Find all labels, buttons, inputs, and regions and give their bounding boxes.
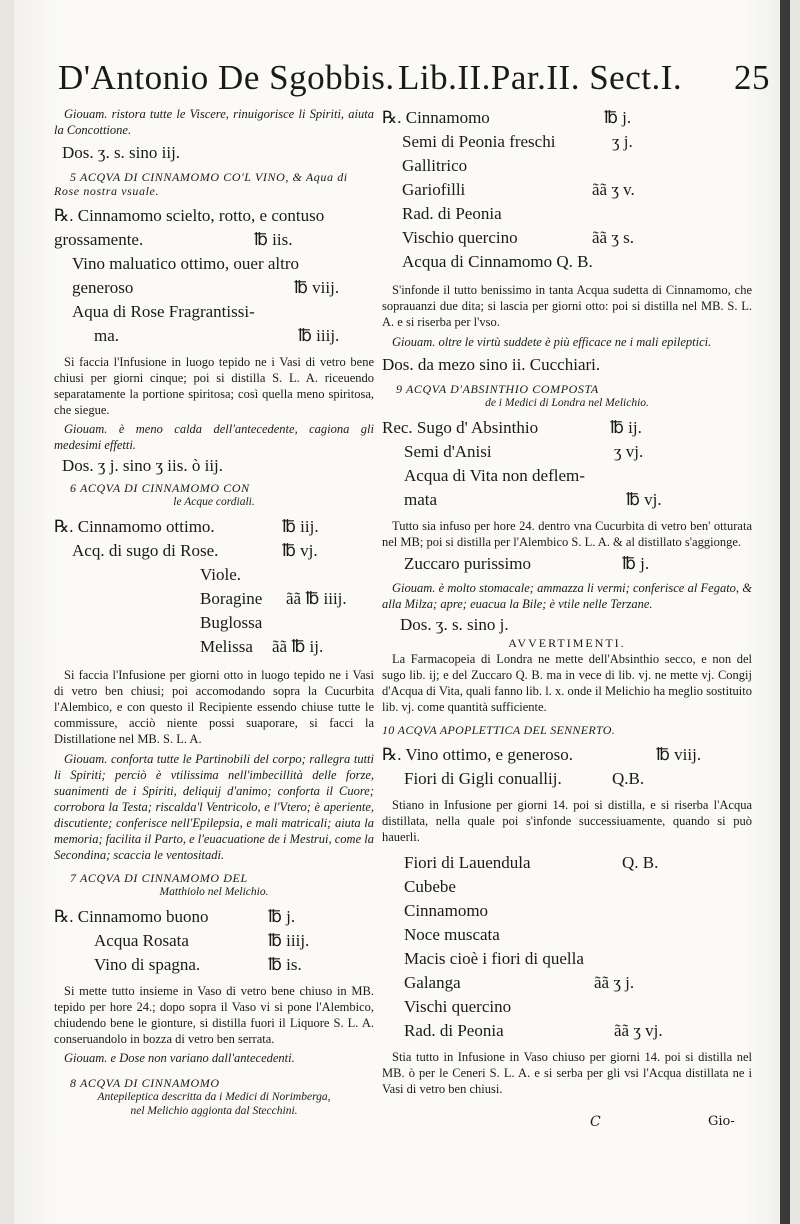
ingredient-row: Gallitrico bbox=[402, 156, 468, 175]
paragraph: Giouam. è molto stomacale; ammazza li vermi; conferisce al Fegato, & alla Milza; apre; euacua la Bile; è vtile nelle Terzane. bbox=[382, 581, 752, 611]
notes-title: AVVERTIMENTI. bbox=[508, 636, 626, 650]
ingredient-row: Aqua di Rose Fragrantissi- bbox=[72, 302, 255, 321]
page-number: 25 bbox=[734, 58, 770, 97]
ingredient-row: Vischi quercino bbox=[404, 997, 512, 1016]
ingredient-row: Noce muscata bbox=[404, 925, 500, 944]
ingredient-row: ma. ℔ iiij. bbox=[94, 326, 340, 345]
ingredient-row: Semi d'Anisi ʒ vj. bbox=[404, 442, 644, 461]
recipe-list bbox=[382, 851, 752, 1043]
book-page bbox=[14, 0, 790, 1224]
dose-line: Dos. ʒ. s. sino iij. bbox=[62, 143, 181, 162]
ingredient-row: Fiori di Lauendula Q. B. bbox=[404, 853, 659, 872]
page-edge-shadow bbox=[780, 0, 790, 1224]
recipe-list bbox=[54, 905, 374, 977]
ingredient-row: grossamente. ℔ iis. bbox=[54, 230, 293, 249]
catchword: Gio- bbox=[708, 1114, 735, 1129]
ingredient-row: Galanga ãã ʒ j. bbox=[404, 973, 635, 992]
ingredient-row: mata ℔ vj. bbox=[404, 490, 662, 509]
header-section: Lib.II.Par.II. Sect.I. bbox=[398, 58, 683, 97]
recipe-heading: 8 ACQVA DI CINNAMOMO bbox=[70, 1076, 220, 1090]
ingredient-row: Gariofilli ãã ʒ v. bbox=[402, 180, 635, 199]
ingredient-row: Rad. di Peonia bbox=[402, 204, 502, 223]
ingredient-row: Rad. di Peonia ãã ʒ vj. bbox=[404, 1021, 663, 1040]
ingredient-row: ℞. Cinnamomo buono ℔ j. bbox=[54, 907, 296, 926]
ingredient-row: Buglossa bbox=[200, 613, 263, 632]
ingredient-row: Zuccaro purissimo ℔ j. bbox=[404, 554, 650, 573]
ingredient-row: Rec. Sugo d' Absinthio ℔ ij. bbox=[382, 418, 642, 437]
recipe-list bbox=[382, 106, 752, 274]
ingredient-row: Fiori di Gigli conuallij. Q.B. bbox=[404, 769, 645, 788]
ingredient-row: ℞. Cinnamomo scielto, rotto, e contuso bbox=[54, 206, 325, 225]
paragraph: Si mette tutto insieme in Vaso di vetro bene chiuso in MB. tepido per hore 24.; dopo sopra il Vaso vi si pone l'Alembico, chiudendo bene le gionture, si distilla fuori il Liquore S. L. A. conseruandolo in bozza di vetro ben serrata. bbox=[54, 984, 374, 1046]
recipe-subheading: le Acque cordiali. bbox=[173, 496, 255, 508]
ingredient-row: Boragine ãã ℔ iiij. bbox=[200, 589, 347, 608]
recipe-heading: 7 ACQVA DI CINNAMOMO DEL bbox=[70, 871, 248, 885]
ingredient-row: Acqua di Vita non deflem- bbox=[404, 466, 585, 485]
paragraph: La Farmacopeia di Londra ne mette dell'Absinthio secco, e non del sugo lib. ij; e del Zuccaro Q. B. ma in vece di lib. vj. ne mette vj. Congij d'Acqua di Vita, quali fanno lib. l. x. onde il Melichio ha meglio sostituito lib. vj. come quantità sufficiente. bbox=[382, 652, 752, 714]
dose-line: Dos. ʒ j. sino ʒ iis. ò iij. bbox=[62, 456, 224, 475]
ingredient-row: Acq. di sugo di Rose. ℔ vj. bbox=[72, 541, 318, 560]
paragraph: Stiano in Infusione per giorni 14. poi si distilla, e si riserba l'Acqua distillata, nella quale poi s'infonde successiuamente, quando si può hauerli. bbox=[382, 798, 752, 844]
ingredient-row: Vino maluatico ottimo, ouer altro bbox=[72, 254, 300, 273]
paragraph: Giouam. conforta tutte le Partinobili del corpo; rallegra tutti li Spiriti; perciò è vtilissima nell'imbecillità delle forze, suanimenti de i Spiriti, deliquij d'animo; conforta il Cuore; corrobora la Testa; riscalda'l Ventricolo, e l'Vtero; è aperiente, discutiente; conferisce nell'Epilepsia, e mali matricali; aiuta la memoria; facilita il Parto, e l'euacuatione de i Mestrui, come la Secondina; scaccia le ventositadi. bbox=[54, 752, 374, 862]
dose-line: Dos. da mezo sino ii. Cucchiari. bbox=[382, 355, 601, 374]
ingredient-row: Melissa ãã ℔ ij. bbox=[200, 637, 324, 656]
ingredient-row: Cinnamomo bbox=[404, 901, 489, 920]
ingredient-row: generoso ℔ viij. bbox=[72, 278, 340, 297]
ingredient-row: ℞. Vino ottimo, e generoso. ℔ viij. bbox=[382, 745, 702, 764]
signature-mark: C bbox=[590, 1114, 601, 1130]
ingredient-row: Semi di Peonia freschi ʒ j. bbox=[402, 132, 633, 151]
paragraph: Stia tutto in Infusione in Vaso chiuso per giorni 14. poi si distilla nel MB. ò per le Ceneri S. L. A. e si serba per gli vsi l'Acqua distillata ne i Vasi di vetro ben chiusi. bbox=[382, 1050, 752, 1096]
paragraph: Giouam. ristora tutte le Viscere, rinuigorisce li Spiriti, aiuta la Concottione. bbox=[54, 107, 374, 137]
ingredient-row: ℞. Cinnamomo ℔ j. bbox=[382, 108, 632, 127]
paragraph: Tutto sia infuso per hore 24. dentro vna Cucurbita di vetro ben' otturata nel MB; poi si distilla per l'Alembico S. L. A. & al distillato s'aggionge. bbox=[382, 519, 752, 549]
dose-line: Dos. ʒ. s. sino j. bbox=[400, 615, 509, 634]
recipe-list bbox=[54, 515, 374, 659]
recipe-subheading: de i Medici di Londra nel Melichio. bbox=[485, 397, 649, 409]
recipe-heading: 9 ACQVA D'ABSINTHIO COMPOSTA bbox=[396, 382, 599, 396]
paragraph: Giouam. è meno calda dell'antecedente, cagiona gli medesimi effetti. bbox=[54, 422, 374, 452]
ingredient-row: Acqua di Cinnamomo Q. B. bbox=[402, 252, 593, 271]
running-header bbox=[58, 58, 778, 108]
paragraph: Si faccia l'Infusione in luogo tepido ne i Vasi di vetro bene chiusi per giorni cinque; poi si distilla S. L. A. riceuendo separatamente la portione spiritosa; così quella meno spiritosa, che siegue. bbox=[54, 355, 374, 417]
recipe-list bbox=[382, 416, 752, 512]
paragraph: Giouam. oltre le virtù suddete è più efficace ne i mali epileptici. bbox=[392, 335, 712, 349]
recipe-list bbox=[54, 204, 374, 348]
header-author: D'Antonio De Sgobbis. bbox=[58, 58, 395, 97]
ingredient-row: Acqua Rosata ℔ iiij. bbox=[94, 931, 310, 950]
ingredient-row: Vino di spagna. ℔ is. bbox=[94, 955, 302, 974]
ingredient-row: Vischio quercino ãã ʒ s. bbox=[402, 228, 635, 247]
recipe-heading: 6 ACQVA DI CINNAMOMO CON bbox=[70, 481, 250, 495]
paragraph: Giouam. e Dose non variano dall'antecedenti. bbox=[64, 1051, 295, 1065]
ingredient-row: ℞. Cinnamomo ottimo. ℔ iij. bbox=[54, 517, 319, 536]
recipe-heading: 10 ACQVA APOPLETTICA DEL SENNERTO. bbox=[382, 723, 616, 737]
paragraph: S'infonde il tutto benissimo in tanta Acqua sudetta di Cinnamomo, che soprauanzi due dita; si lascia per giorni otto: poi si distilla nel MB. S. L. A. e si riserba per l'vso. bbox=[382, 283, 752, 329]
right-column bbox=[382, 106, 752, 1097]
ingredient-row: Viole. bbox=[200, 565, 241, 584]
recipe-heading: 5 ACQVA DI CINNAMOMO CO'L VINO, & Aqua di Rose nostra vsuale. bbox=[54, 170, 348, 198]
left-column bbox=[54, 106, 374, 1118]
ingredient-row: Cubebe bbox=[404, 877, 456, 896]
paragraph: Si faccia l'Infusione per giorni otto in luogo tepido ne i Vasi di vetro ben chiusi; poi accomodando sopra la Cucurbita l'Alembico, e con questo il Recipiente essendo chiuse tutte le commissure, acciò niente possi suaporare, si facci la Distillatione nel MB. S. L. A. bbox=[54, 668, 374, 746]
ingredient-row: Macis cioè i fiori di quella bbox=[404, 949, 584, 968]
recipe-list bbox=[382, 743, 752, 791]
recipe-subheading: Matthiolo nel Melichio. bbox=[159, 886, 269, 898]
recipe-subheading: Antepileptica descritta da i Medici di Norimberga, nel Melichio aggionta dal Stecchini. bbox=[97, 1091, 331, 1117]
